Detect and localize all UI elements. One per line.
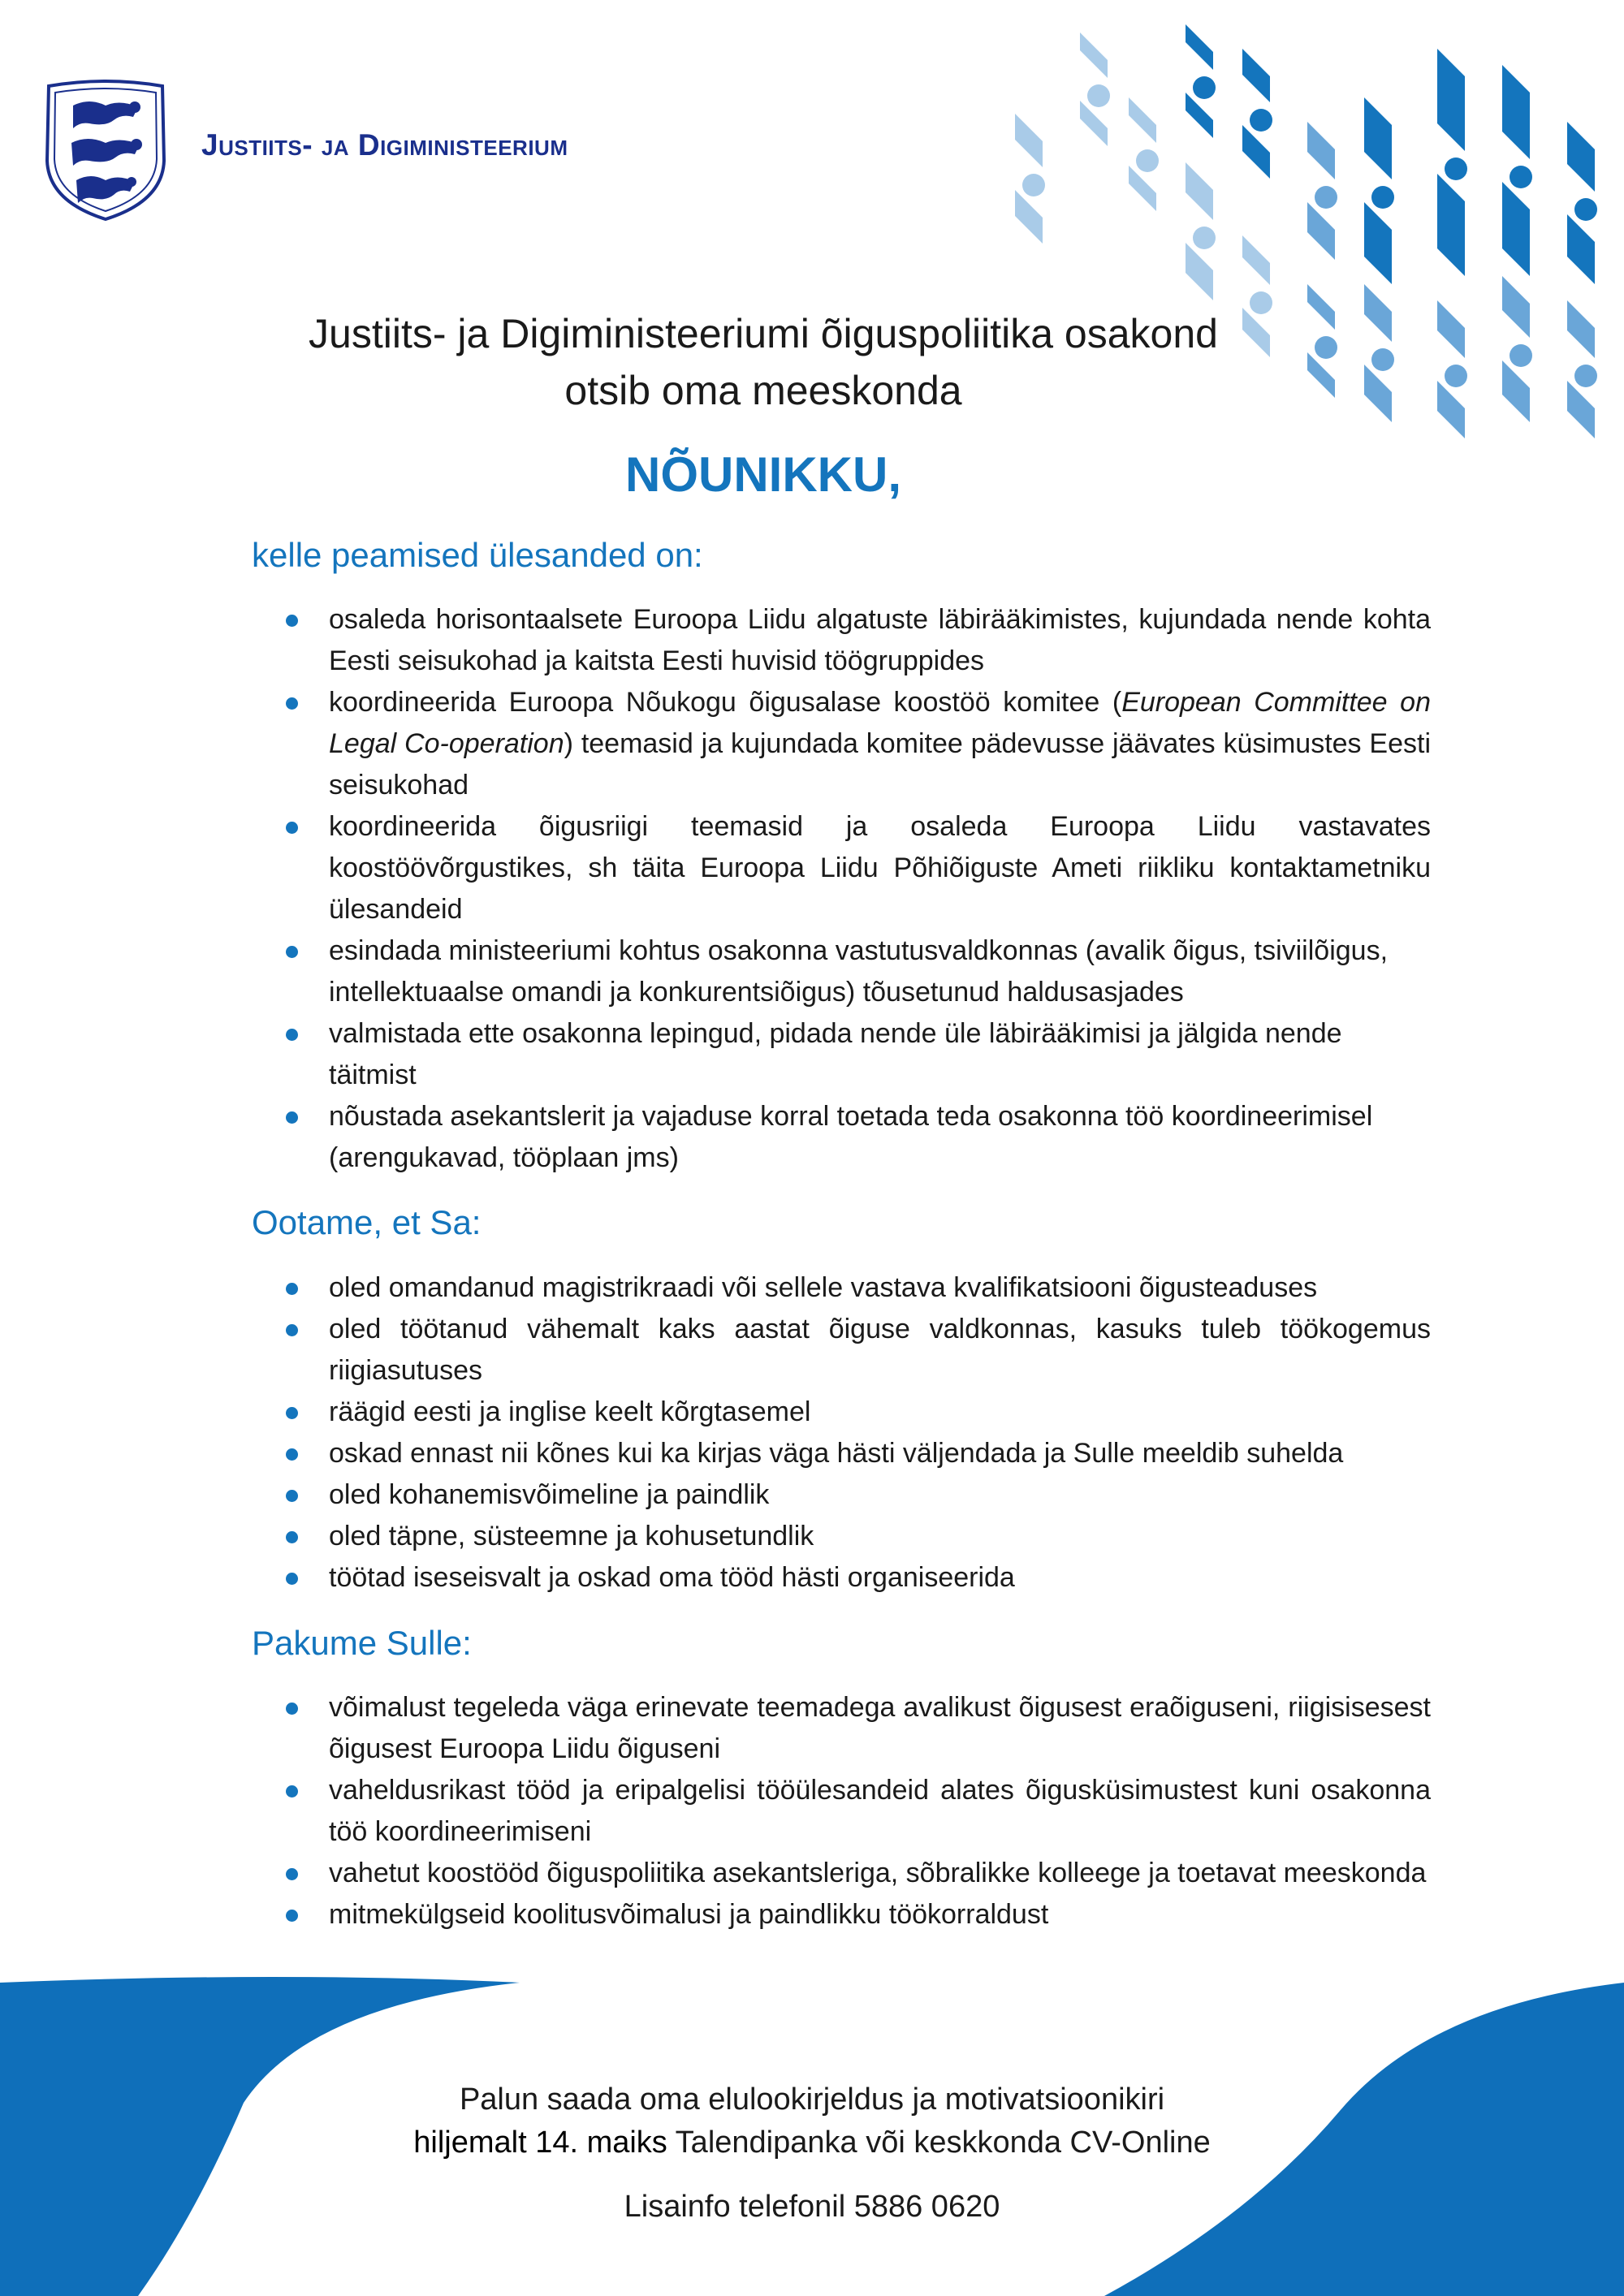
bullet-icon	[286, 946, 298, 958]
ministry-name: Justiits- ja Digiministeerium	[201, 128, 568, 162]
ribbon-segment	[1437, 300, 1465, 358]
ribbon-dot	[1510, 166, 1532, 188]
ribbon-dot	[1136, 149, 1159, 172]
ribbon-dot	[1315, 186, 1337, 209]
ribbon-dot	[1193, 227, 1216, 249]
bullet-icon	[286, 1111, 298, 1124]
ribbon-segment	[1437, 49, 1465, 151]
list-item-text-italic: koordineerida Euroopa Nõukogu õigusalase koostöö komitee (European Committee on Legal Co-operation) teemasid ja kujundada komitee pädevusse jäävates küsimustes Eesti seisukohad	[329, 687, 1431, 801]
ribbon-segment	[1129, 97, 1156, 143]
ribbon-segment	[1364, 365, 1392, 422]
ribbon-segment	[1242, 125, 1270, 179]
ribbon-segment	[1015, 190, 1043, 244]
section-heading-duties: kelle peamised ülesanded on:	[252, 536, 703, 574]
list-item: oled täpne, süsteemne ja kohusetundlik	[252, 1516, 1431, 1557]
ribbon-dot	[1022, 174, 1045, 196]
bullet-icon	[286, 1407, 298, 1419]
ribbon-segment	[1502, 276, 1530, 338]
deadline-text: hiljemalt 14. maiks	[413, 2126, 667, 2160]
intro-line-1: Justiits- ja Digiministeeriumi õiguspoliitika osakond	[309, 311, 1218, 356]
intro-heading	[244, 305, 1283, 419]
list-item: oled kohanemisvõimeline ja paindlik	[252, 1474, 1431, 1516]
ribbon-segment	[1364, 284, 1392, 342]
list-item: töötad iseseisvalt ja oskad oma tööd hästi organiseerida	[252, 1557, 1431, 1599]
footer-line-2	[268, 2126, 1356, 2160]
ribbon-segment	[1307, 202, 1335, 260]
footer-line-2-rest: Talendipanka või keskkonda CV-Online	[667, 2126, 1211, 2160]
ribbon-segment	[1567, 300, 1595, 358]
bullet-icon	[286, 615, 298, 627]
footer-line-1: Palun saada oma elulookirjeldus ja motivatsioonikiri	[459, 2082, 1165, 2117]
ribbon-dot	[1510, 344, 1532, 367]
list-item: nõustada asekantslerit ja vajaduse korral toetada teda osakonna töö koordineerimisel (arengukavad, tööplaan jms)	[252, 1096, 1431, 1179]
bullet-icon	[286, 1868, 298, 1880]
ribbon-dot	[1371, 186, 1394, 209]
ribbon-dot	[1574, 198, 1597, 221]
list-item: vaheldusrikast tööd ja eripalgelisi tööülesandeid alates õigusküsimustest kuni osakonna töö koordineerimiseni	[252, 1770, 1431, 1853]
ribbon-segment	[1307, 352, 1335, 398]
list-item: võimalust tegeleda väga erinevate teemadega avalikust õigusest eraõiguseni, riigisisesest õigusest Euroopa Liidu õiguseni	[252, 1687, 1431, 1770]
list-item: oled töötanud vähemalt kaks aastat õiguse valdkonnas, kasuks tuleb töökogemus riigiasutuses	[252, 1309, 1431, 1392]
list-item	[252, 682, 1431, 806]
section-heading-offer: Pakume Sulle:	[252, 1624, 472, 1662]
bullet-icon	[286, 1703, 298, 1715]
ribbon-segment	[1080, 101, 1108, 146]
ribbon-segment	[1186, 162, 1213, 220]
bullet-icon	[286, 1283, 298, 1295]
ribbon-segment	[1186, 93, 1213, 138]
ribbon-dot	[1574, 365, 1597, 387]
list-item: esindada ministeeriumi kohtus osakonna vastutusvaldkonnas (avalik õigus, tsiviilõigus, intellektuaalse omandi ja konkurentsiõigus) tõusetunud haldusasjades	[252, 930, 1431, 1013]
ribbon-dot	[1445, 158, 1467, 180]
bullet-icon	[286, 697, 298, 710]
bullet-icon	[286, 1448, 298, 1461]
ribbon-segment	[1567, 381, 1595, 438]
bullet-icon	[286, 1029, 298, 1041]
ribbon-segment	[1502, 182, 1530, 276]
ribbon-segment	[1307, 284, 1335, 330]
list-item: osaleda horisontaalsete Euroopa Liidu algatuste läbirääkimistes, kujundada nende kohta Eesti seisukohad ja kaitsta Eesti huvisid töögruppides	[252, 599, 1431, 682]
ribbon-segment	[1186, 24, 1213, 70]
ribbon-segment	[1242, 49, 1270, 102]
bullet-icon	[286, 1324, 298, 1336]
ribbon-segment	[1364, 97, 1392, 179]
ribbon-dot	[1371, 348, 1394, 371]
section-heading-requirements: Ootame, et Sa:	[252, 1203, 482, 1241]
ribbon-segment	[1502, 360, 1530, 422]
duties-list	[252, 599, 1431, 1179]
ribbon-dot	[1315, 336, 1337, 359]
ribbon-segment	[1502, 65, 1530, 159]
requirements-list	[252, 1267, 1431, 1599]
offer-list	[252, 1687, 1431, 1936]
bullet-icon	[286, 1573, 298, 1585]
list-item: oled omandanud magistrikraadi või sellele vastava kvalifikatsiooni õigusteaduses	[252, 1267, 1431, 1309]
bullet-icon	[286, 822, 298, 834]
list-item: mitmekülgseid koolitusvõimalusi ja paindlikku töökorraldust	[252, 1894, 1431, 1936]
ribbon-segment	[1437, 381, 1465, 438]
ribbon-segment	[1437, 174, 1465, 276]
ribbon-segment	[1129, 166, 1156, 211]
ribbon-segment	[1567, 122, 1595, 192]
bullet-icon	[286, 1490, 298, 1502]
contact-info: Lisainfo telefonil 5886 0620	[624, 2190, 1000, 2224]
bullet-icon	[286, 1531, 298, 1543]
ribbon-dot	[1250, 109, 1272, 132]
list-item: vahetut koostööd õiguspoliitika asekantsleriga, sõbralikke kolleege ja toetavat meeskonda	[252, 1853, 1431, 1894]
ribbon-segment	[1015, 114, 1043, 167]
list-item: räägid eesti ja inglise keelt kõrgtasemel	[252, 1392, 1431, 1433]
ribbon-segment	[1186, 243, 1213, 300]
position-title: NÕUNIKKU,	[625, 447, 901, 502]
ribbon-segment	[1242, 235, 1270, 285]
bullet-icon	[286, 1910, 298, 1922]
list-item: koordineerida õigusriigi teemasid ja osaleda Euroopa Liidu vastavates koostöövõrgustikes, sh täita Euroopa Liidu Põhiõiguste Ameti riikliku kontaktametniku ülesandeid	[252, 806, 1431, 930]
list-item: valmistada ette osakonna lepingud, pidada nende üle läbirääkimisi ja jälgida nende täitmist	[252, 1013, 1431, 1096]
bullet-icon	[286, 1785, 298, 1798]
ribbon-segment	[1364, 202, 1392, 284]
list-item: oskad ennast nii kõnes kui ka kirjas väga hästi väljendada ja Sulle meeldib suhelda	[252, 1433, 1431, 1474]
intro-line-2: otsib oma meeskonda	[564, 368, 962, 413]
ribbon-dot	[1087, 84, 1110, 107]
ribbon-segment	[1567, 214, 1595, 284]
ribbon-segment	[1080, 32, 1108, 78]
coat-of-arms-three-lions-icon	[41, 80, 171, 222]
ribbon-dot	[1445, 365, 1467, 387]
ribbon-dot	[1193, 76, 1216, 99]
ribbon-segment	[1307, 122, 1335, 179]
